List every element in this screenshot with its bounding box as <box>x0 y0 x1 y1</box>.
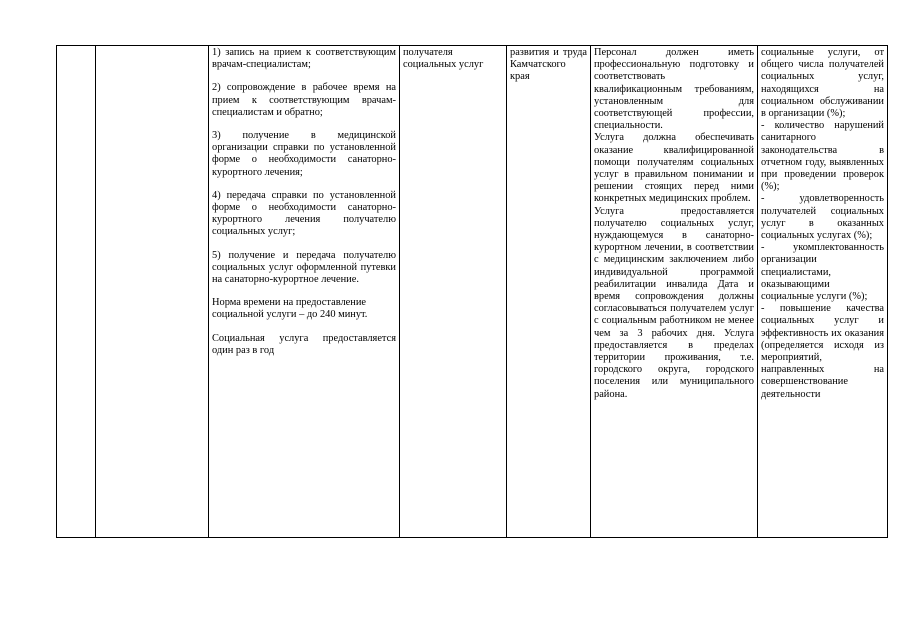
table-cell-number <box>57 46 96 538</box>
indicator-line: - количество нарушений санитарного законодательства в отчетном году, выявленных при проведении проверок (%); <box>761 120 884 193</box>
table-cell-service-description <box>209 46 400 538</box>
indicator-line: социальные услуги, от общего числа получателей социальных услуг, находящихся на социальном обслуживании в организации (%); <box>761 47 884 120</box>
ministry-text: развития и труда Камчатского края <box>510 47 587 83</box>
service-step: 5) получение и передача получателю социальных услуг оформленной путевки на санаторно-курортное лечение. <box>212 249 396 286</box>
table-cell-indicators <box>758 46 888 538</box>
indicator-line: - повышение качества социальных услуг и эффективность их оказания (определяется исходя из мероприятий, направленных на совершенствование деятельности <box>761 303 884 400</box>
table-cell-recipient <box>400 46 507 538</box>
service-frequency: Социальная услуга предоставляется один раз в год <box>212 332 396 356</box>
table-cell-service-name <box>96 46 209 538</box>
service-step: 1) запись на прием к соответствующим врачам-специалистам; <box>212 47 396 71</box>
conditions-provision: Услуга предоставляется получателю социальных услуг, нуждающемуся в санаторно-курортном лечении, в соответствии с медицинским заключением либо индивидуальной программой реабилитации инвалида Дата и время сопровождения должны согласовываться получателем услуг с социальным работником не менее чем за 3 рабочих дня. Услуга предоставляется в пределах территории проживания, т.е. городского округа, городского поселения или муниципального района. <box>594 205 754 400</box>
service-step: 3) получение в медицинской организации справки по установленной форме о необходимости санаторно-курортного лечения; <box>212 130 396 178</box>
time-norm: Норма времени на предоставление социальной услуги – до 240 минут. <box>212 297 368 321</box>
conditions-help: Услуга должна обеспечивать оказание квалифицированной помощи получателям социальных услуг в правильном понимании и решении стоящих перед ними конкретных медицинских проблем. <box>594 132 754 205</box>
service-step: 4) передача справки по установленной форме о необходимости санаторно-курортного лечения получателю социальных услуг; <box>212 189 396 238</box>
indicator-line: - удовлетворенность получателей социальных услуг в оказанных социальных услугах (%); <box>761 193 884 242</box>
recipient-text: получателя социальных услуг <box>403 47 484 71</box>
indicator-line: - укомплектованность организации специалистами, оказывающими социальные услуги (%); <box>761 242 884 303</box>
conditions-staff: Персонал должен иметь профессиональную подготовку и соответствовать квалификационным требованиям, установленным для соответствующей профессии, специальности. <box>594 47 754 132</box>
table-cell-ministry <box>507 46 591 538</box>
table-cell-conditions <box>591 46 758 538</box>
service-step: 2) сопровождение в рабочее время на прием к соответствующим врачам-специалистам и обратно; <box>212 82 396 118</box>
table-row <box>57 46 888 538</box>
services-table <box>56 45 888 538</box>
